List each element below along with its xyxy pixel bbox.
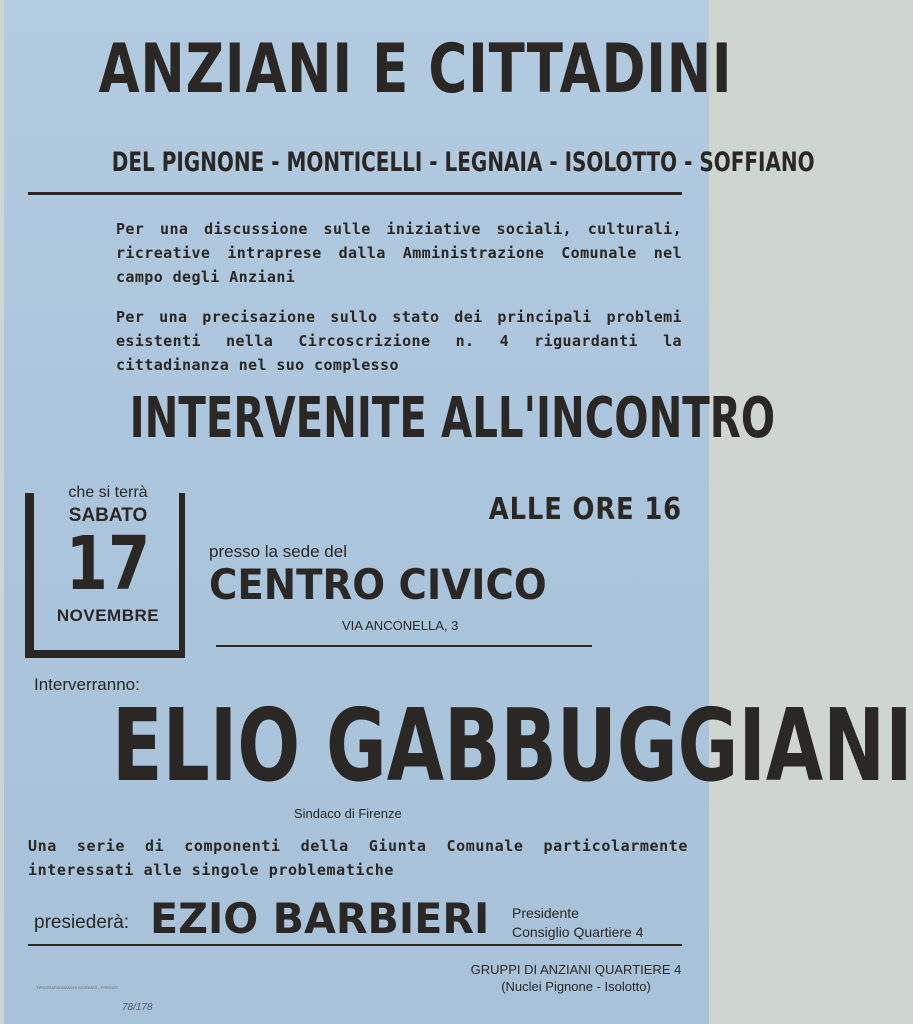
participants-text: Una serie di componenti della Giunta Comunale particolarmente interessati alle singole problematiche (28, 837, 688, 879)
chair-role-line-1: Presidente (512, 905, 579, 921)
venue-name: CENTRO CIVICO (209, 560, 547, 609)
organizer-line-1: GRUPPI DI ANZIANI QUARTIERE 4 (470, 962, 682, 977)
organizer (446, 961, 706, 995)
organizer-line-2: (Nuclei Pignone - Isolotto) (501, 979, 651, 994)
chair-role (512, 904, 692, 942)
title-divider (28, 192, 682, 195)
venue-divider (216, 645, 592, 647)
paragraph-initiatives: Per una discussione sulle iniziative sociali, culturali, ricreative intraprese dalla Amministrazione Comunale nel campo degli Anziani (116, 220, 682, 286)
archive-mark: 78/178 (122, 1002, 153, 1013)
poster-subtitle: DEL PIGNONE - MONTICELLI - LEGNAIA - ISOLOTTO - SOFFIANO (111, 147, 815, 178)
headline: INTERVENITE ALL'INCONTRO (129, 386, 776, 451)
date-day: 17 (65, 521, 151, 607)
printer-credit: TIPOGRAFIA BIANCHI MORANDI - FIRENZE (36, 985, 119, 990)
date-weekday: SABATO (68, 505, 148, 526)
date-box-right-bar (179, 493, 185, 658)
speakers-intro: Interverranno: (34, 675, 140, 694)
bottom-divider (28, 944, 682, 946)
venue-intro: presso la sede del (209, 542, 347, 561)
event-time: ALLE ORE 16 (488, 492, 682, 527)
chair-name: EZIO BARBIERI (150, 894, 490, 943)
paragraph-problems: Per una precisazione sullo stato dei principali problemi esistenti nella Circoscrizione n. 4 riguardanti la cittadinanza nel suo complesso (116, 308, 682, 374)
speaker-name: ELIO GABBUGGIANI (112, 687, 913, 804)
speaker-role: Sindaco di Firenze (294, 806, 402, 821)
poster-title: ANZIANI E CITTADINI (98, 30, 733, 109)
date-box-left-bar (25, 493, 34, 658)
date-month: NOVEMBRE (56, 606, 160, 625)
date-box-bottom-bar (25, 650, 185, 658)
chair-role-line-2: Consiglio Quartiere 4 (512, 924, 644, 940)
venue-address: VIA ANCONELLA, 3 (342, 618, 459, 633)
date-intro: che si terrà (68, 484, 148, 501)
poster-sheet (4, 0, 913, 1024)
chair-intro: presiederà: (34, 912, 130, 933)
